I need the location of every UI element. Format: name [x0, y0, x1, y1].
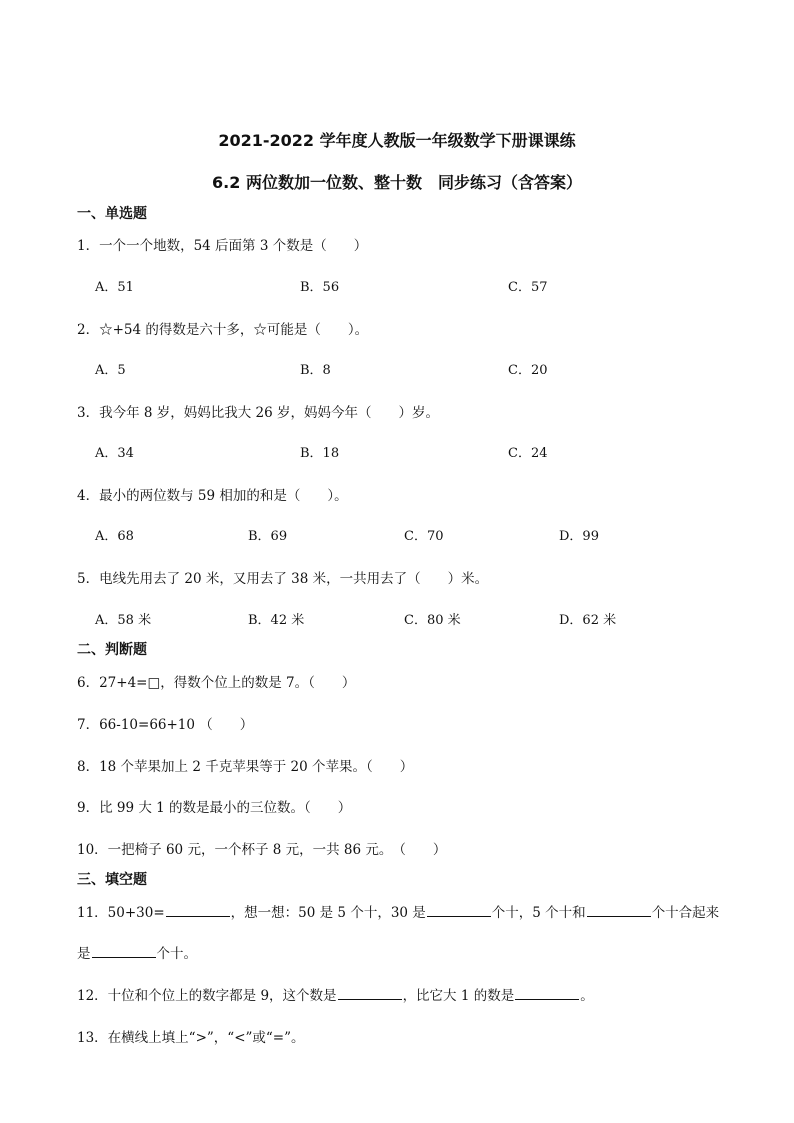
- q11-text-6: 个十。: [156, 946, 197, 962]
- q12-text-3: 。: [580, 988, 594, 1004]
- q11-blank-4[interactable]: [92, 945, 156, 958]
- section-heading-true-false: 二、判断题: [77, 642, 147, 658]
- q12-blank-2[interactable]: [515, 987, 579, 1000]
- question-5: 5．电线先用去了 20 米，又用去了 38 米，一共用去了（ ）米。: [77, 571, 489, 587]
- option-4d: D．99: [559, 529, 599, 544]
- option-3b: B．18: [300, 446, 340, 461]
- q12-text-2: ，比它大 1 的数是: [402, 988, 515, 1004]
- question-13: 13．在横线上填上“>”，“<”或“=”。: [77, 1030, 305, 1046]
- option-3a: A．34: [95, 446, 134, 461]
- option-1c: C．57: [508, 280, 548, 295]
- question-10: 10．一把椅子 60 元，一个杯子 8 元，一共 86 元。 （ ）: [77, 842, 447, 858]
- q12-text-1: 12．十位和个位上的数字都是 9，这个数是: [77, 988, 337, 1004]
- document-title: 2021-2022 学年度人教版一年级数学下册课课练: [218, 131, 576, 150]
- q11-text-1: 11．50+30=: [77, 905, 165, 921]
- option-2c: C．20: [508, 363, 548, 378]
- q11-text-4: 个十合起来: [651, 905, 720, 921]
- q11-blank-3[interactable]: [587, 904, 651, 917]
- question-4: 4．最小的两位数与 59 相加的和是（ ）。: [77, 488, 348, 504]
- q11-blank-2[interactable]: [427, 904, 491, 917]
- option-1a: A．51: [95, 280, 134, 295]
- option-1b: B．56: [300, 280, 340, 295]
- q11-text-5: 是: [77, 946, 91, 962]
- question-1: 1．一个一个地数，54 后面第 3 个数是（ ）: [77, 238, 368, 254]
- option-2a: A．5: [95, 363, 126, 378]
- option-5c: C．80 米: [404, 613, 461, 628]
- option-5a: A．58 米: [95, 613, 152, 628]
- question-3: 3．我今年 8 岁，妈妈比我大 26 岁，妈妈今年（ ）岁。: [77, 405, 440, 421]
- q11-blank-1[interactable]: [166, 904, 230, 917]
- question-12: [77, 984, 594, 1004]
- q11-text-2: ，想一想：50 是 5 个十，30 是: [230, 905, 426, 921]
- option-5b: B．42 米: [248, 613, 305, 628]
- question-6: 6．27+4=□，得数个位上的数是 7。（ ）: [77, 675, 356, 691]
- question-11-line1: [77, 901, 719, 921]
- q12-blank-1[interactable]: [338, 987, 402, 1000]
- question-11-line2: [77, 942, 197, 962]
- option-4b: B．69: [248, 529, 288, 544]
- question-9: 9．比 99 大 1 的数是最小的三位数。（ ）: [77, 800, 352, 816]
- document-subtitle: 6.2 两位数加一位数、整十数 同步练习（含答案）: [212, 173, 582, 192]
- section-heading-fill-blank: 三、填空题: [77, 872, 147, 888]
- question-7: 7．66-10=66+10 （ ）: [77, 717, 254, 733]
- option-5d: D．62 米: [559, 613, 617, 628]
- option-4c: C．70: [404, 529, 444, 544]
- question-2: 2．☆+54 的得数是六十多，☆可能是（ ）。: [77, 322, 369, 338]
- section-heading-single-choice: 一、单选题: [77, 206, 147, 222]
- option-4a: A．68: [95, 529, 134, 544]
- q11-text-3: 个十，5 个十和: [491, 905, 586, 921]
- question-8: 8．18 个苹果加上 2 千克苹果等于 20 个苹果。（ ）: [77, 759, 414, 775]
- option-2b: B．8: [300, 363, 331, 378]
- option-3c: C．24: [508, 446, 548, 461]
